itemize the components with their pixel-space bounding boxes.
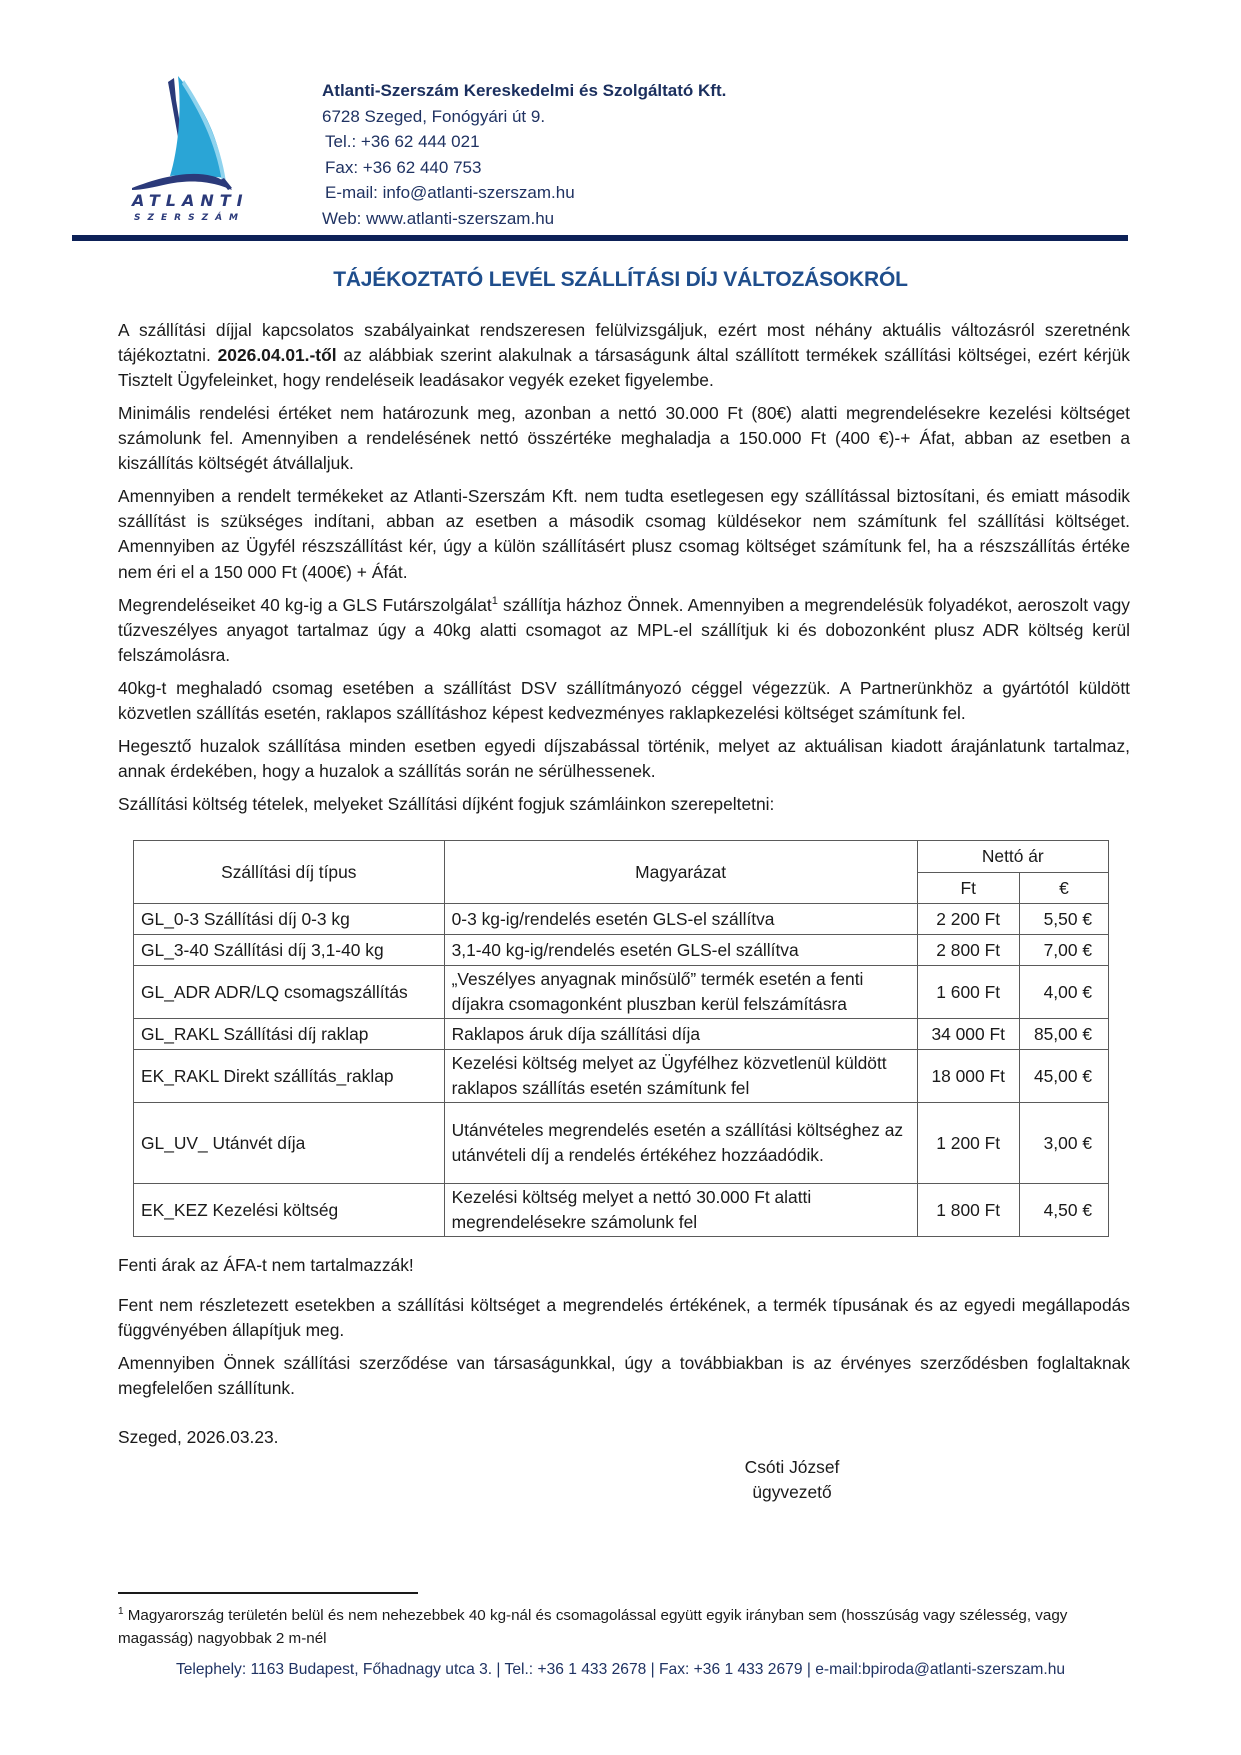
signatory-name: Csóti József (744, 1457, 840, 1477)
cell-type: EK_RAKL Direkt szállítás_raklap (134, 1050, 445, 1103)
cell-explanation: „Veszélyes anyagnak minősülő” termék esetén a fenti díjakra csomagonként pluszban kerül felszámításra (444, 966, 917, 1019)
company-web[interactable]: Web: www.atlanti-szerszam.hu (322, 208, 555, 228)
cell-ft: 1 800 Ft (917, 1184, 1019, 1237)
cell-type: GL_ADR ADR/LQ csomagszállítás (134, 966, 445, 1019)
company-logo (128, 70, 258, 220)
company-name: Atlanti-Szerszám Kereskedelmi és Szolgáltató Kft. (322, 81, 727, 100)
vat-note: Fenti árak az ÁFA-t nem tartalmazzák! (118, 1255, 414, 1275)
cell-eur: 4,00 € (1019, 966, 1108, 1019)
footnote-separator (118, 1592, 418, 1594)
effective-date: 2026.04.01.-től (217, 345, 337, 366)
cell-ft: 1 600 Ft (917, 966, 1019, 1019)
cell-explanation: Kezelési költség melyet a nettó 30.000 Ft alatti megrendelésekre számolunk fel (444, 1184, 917, 1237)
header-fee-type: Szállítási díj típus (134, 841, 445, 904)
header-explanation: Magyarázat (444, 841, 917, 904)
cell-eur: 85,00 € (1019, 1019, 1108, 1050)
paragraph-table-intro: Szállítási költség tételek, melyeket Szállítási díjként fogjuk számláinkon szerepeltetni: (118, 794, 775, 814)
cell-type: EK_KEZ Kezelési költség (134, 1184, 445, 1237)
footnote-ref[interactable]: 1 (491, 595, 498, 607)
header-ft: Ft (917, 873, 1019, 904)
page-footer: Telephely: 1163 Budapest, Főhadnagy utca 3. | Tel.: +36 1 433 2678 | Fax: +36 1 433 2679 | e-mail:bpiroda@atlanti-szerszam.hu (175, 1661, 1066, 1678)
logo-word-szerszam: SZERSZÁM (134, 213, 246, 220)
table-row (134, 1103, 1109, 1184)
signatory-role: ügyvezető (752, 1482, 832, 1503)
cell-type: GL_UV_ Utánvét díja (134, 1103, 445, 1184)
cell-eur: 45,00 € (1019, 1050, 1108, 1103)
company-fax: Fax: +36 62 440 753 (325, 157, 482, 177)
company-tel: Tel.: +36 62 444 021 (325, 132, 480, 151)
shipping-fee-table (133, 840, 1109, 1237)
cell-ft: 18 000 Ft (917, 1050, 1019, 1103)
cell-eur: 7,00 € (1019, 935, 1108, 966)
intro-text-cont: az alábbiak szerint alakulnak a társaságunk által szállított termékek szállítási költségei, ezért kérjük Tisztelt Ügyfeleinket, hogy rendeléseik leadásakor vegyék ezeket figyelembe. (118, 345, 1130, 391)
cell-explanation: Kezelési költség melyet az Ügyfélhez közvetlenül küldött raklapos szállítás esetén számítunk fel (444, 1050, 917, 1103)
letter-title: TÁJÉKOZTATÓ LEVÉL SZÁLLÍTÁSI DÍJ VÁLTOZÁSOKRÓL (333, 268, 908, 291)
cell-ft: 34 000 Ft (917, 1019, 1019, 1050)
table-row (134, 1050, 1109, 1103)
paragraph-other-cases: Fent nem részletezett esetekben a szállítási költséget a megrendelés értékének, a termék típusának és az egyedi megállapodás függvényében állapítjuk meg. (118, 1295, 1130, 1341)
cell-eur: 5,50 € (1019, 904, 1108, 935)
table-row (134, 966, 1109, 1019)
table-row (134, 1184, 1109, 1237)
paragraph-dsv: 40kg-t meghaladó csomag esetében a szállítást DSV szállítmányozó céggel végezzük. A Partnerünkhöz a gyártótól küldött közvetlen szállítás esetén, raklapos szállításhoz képest kedvezményes raklapkezelési költséget számítunk fel. (118, 678, 1130, 724)
table-row (134, 935, 1109, 966)
paragraph-intro (118, 318, 1130, 394)
header-eur: € (1019, 873, 1108, 904)
paragraph-contract: Amennyiben Önnek szállítási szerződése van társaságunkkal, úgy a továbbiakban is az érvényes szerződésben foglaltaknak megfelelően szállítunk. (118, 1353, 1130, 1399)
paragraph-welding-wire: Hegesztő huzalok szállítása minden esetben egyedi díjszabással történik, melyet az aktuálisan kiadott árajánlatunk tartalmaz, annak érdekében, hogy a huzalok a szállítás során ne sérülhessenek. (118, 736, 1130, 782)
table-row (134, 1019, 1109, 1050)
table-row (134, 904, 1109, 935)
cell-ft: 2 800 Ft (917, 935, 1019, 966)
intro-text: A szállítási díjjal kapcsolatos szabályainkat rendszeresen felülvizsgáljuk, ezért most néhány aktuális változásról szeretnénk tájékoztatni. (118, 320, 1130, 366)
logo-word-atlanti: ATLANTI (132, 191, 249, 210)
footnote-mark: 1 (118, 1606, 124, 1617)
cell-explanation: 0-3 kg-ig/rendelés esetén GLS-el szállítva (444, 904, 917, 935)
gls-text-cont: szállítja házhoz Önnek. Amennyiben a megrendelésük folyadékot, aeroszolt vagy tűzveszélyes anyagot tartalmaz úgy a 40kg alatti csomagot az MPL-el szállítjuk ki és dobozonként plusz ADR költség kerül felszámolásra. (118, 595, 1130, 666)
cell-eur: 3,00 € (1019, 1103, 1108, 1184)
header-divider (72, 235, 1128, 241)
footnote (118, 1605, 1130, 1650)
cell-ft: 2 200 Ft (917, 904, 1019, 935)
company-info (322, 78, 726, 231)
cell-type: GL_3-40 Szállítási díj 3,1-40 kg (134, 935, 445, 966)
header-net-price: Nettó ár (917, 841, 1108, 873)
signature-block (738, 1455, 846, 1505)
cell-explanation: 3,1-40 kg-ig/rendelés esetén GLS-el szállítva (444, 935, 917, 966)
cell-eur: 4,50 € (1019, 1184, 1108, 1237)
footnote-text: Magyarország területén belül és nem nehezebbek 40 kg-nál és csomagolással együtt egyik irányban sem (hosszúság vagy szélesség, vagy magasság) nagyobbak 2 m-nél (118, 1607, 1068, 1647)
company-email[interactable]: E-mail: info@atlanti-szerszam.hu (325, 183, 575, 202)
gls-text: Megrendeléseiket 40 kg-ig a GLS Futárszolgálat (118, 595, 492, 615)
cell-explanation: Raklapos áruk díja szállítási díja (444, 1019, 917, 1050)
cell-type: GL_RAKL Szállítási díj raklap (134, 1019, 445, 1050)
cell-ft: 1 200 Ft (917, 1103, 1019, 1184)
cell-explanation: Utánvételes megrendelés esetén a szállítási költséghez az utánvételi díj a rendelés értékéhez hozzáadódik. (444, 1103, 917, 1184)
cell-type: GL_0-3 Szállítási díj 0-3 kg (134, 904, 445, 935)
paragraph-minimum-order: Minimális rendelési értéket nem határozunk meg, azonban a nettó 30.000 Ft (80€) alatti megrendelésekre kezelési költséget számolunk fel. Amennyiben a rendelésének nettó összértéke meghaladja a 150.000 Ft (400 €)-+ Áfat, abban az esetben a kiszállítás költségét átvállaljuk. (118, 403, 1130, 474)
place-date: Szeged, 2026.03.23. (118, 1427, 279, 1447)
paragraph-gls (118, 593, 1130, 669)
sailboat-logo-icon (128, 70, 258, 220)
company-address: 6728 Szeged, Fonógyári út 9. (322, 106, 546, 126)
paragraph-partial-delivery: Amennyiben a rendelt termékeket az Atlanti-Szerszám Kft. nem tudta esetlegesen egy szállítással biztosítani, és emiatt második szállítást is szükséges indítani, abban az esetben a második csomag küldésekor nem számítunk fel szállítási költséget. Amennyiben az Ügyfél részszállítást kér, úgy a külön szállításért plusz csomag költséget számítunk fel, ha a részszállítás értéke nem éri el a 150 000 Ft (400€) + Áfát. (118, 486, 1130, 582)
